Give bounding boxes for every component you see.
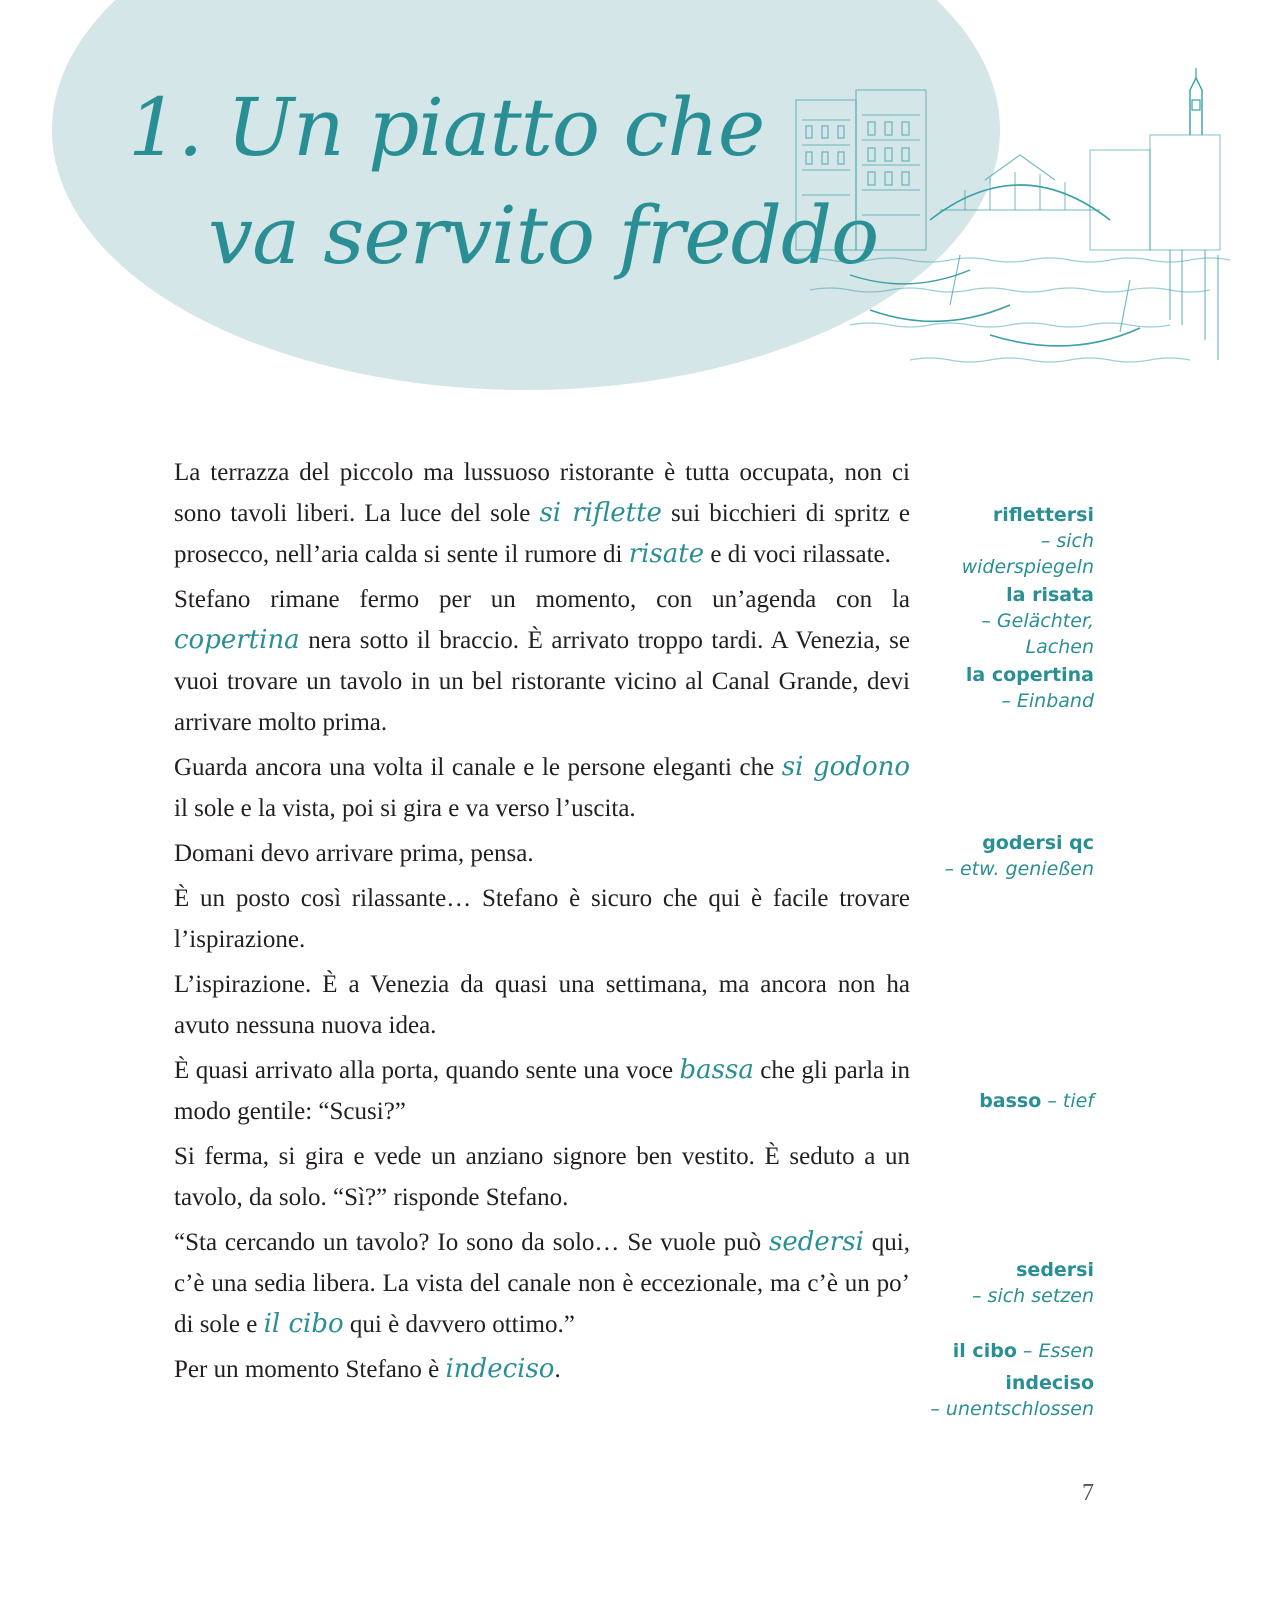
paragraph-3: Guarda ancora una volta il canale e le persone eleganti che si godono il sole e la vista, poi si gira e va verso l’uscita. [174, 752, 910, 822]
gloss-cibo: il cibo – Essen [952, 1340, 1094, 1362]
paragraph-4: Domani devo arrivare prima, pensa. [174, 840, 534, 867]
paragraph-9: “Sta cercando un tavolo? Io sono da solo… Se vuole può sedersi qui, c’è una sedia libera. La vista del canale non è eccezionale, ma c’è un po’ di sole e il cibo qui è davvero ottimo.” [174, 1227, 910, 1339]
venice-sketch-illustration [790, 60, 1230, 400]
paragraph-1: La terrazza del piccolo ma lussuoso ristorante è tutta occupata, non ci sono tavoli liberi. La luce del sole si riflette sui bicchieri di spritz e prosecco, nell’aria calda si sente il rumore di risate e di voci rilassate. [174, 459, 910, 569]
paragraph-6: L’ispirazione. È a Venezia da quasi una settimana, ma ancora non ha avuto nessuna nuova idea. [174, 971, 910, 1039]
vocab-highlight: bassa [679, 1055, 754, 1085]
vocab-highlight: si godono [781, 752, 910, 782]
chapter-title-line-1: 1. Un piatto che [128, 81, 765, 174]
paragraph-2: Stefano rimane fermo per un momento, con un’agenda con la copertina nera sotto il braccio. È arrivato troppo tardi. A Venezia, se vuoi trovare un tavolo in un bel ristorante vicino al Canal Grande, devi arrivare molto prima. [174, 586, 910, 736]
vocab-highlight: sedersi [769, 1227, 864, 1257]
chapter-title-line-2: va servito freddo [208, 189, 879, 282]
gloss-indeciso: indeciso – unentschlossen [930, 1372, 1094, 1420]
paragraph-7: È quasi arrivato alla porta, quando sente una voce bassa che gli parla in modo gentile: “Scusi?” [174, 1055, 910, 1125]
chapter-title [128, 74, 878, 290]
gloss-riflettersi: riflettersi – sich widerspiegeln [961, 504, 1094, 578]
vocab-highlight: indeciso [445, 1354, 555, 1384]
gloss-sedersi: sedersi – sich setzen [972, 1259, 1094, 1307]
paragraph-8: Si ferma, si gira e vede un anziano signore ben vestito. È seduto a un tavolo, da solo. “Sì?” risponde Stefano. [174, 1143, 910, 1211]
page-number: 7 [1082, 1480, 1094, 1506]
gloss-copertina: la copertina – Einband [965, 664, 1094, 712]
paragraph-10: Per un momento Stefano è indeciso. [174, 1354, 561, 1384]
vocab-highlight: si riflette [539, 498, 662, 528]
vocab-highlight: il cibo [263, 1309, 344, 1339]
gloss-godersi: godersi qc – etw. genießen [944, 832, 1094, 880]
story-text [174, 452, 910, 1394]
vocab-highlight: copertina [174, 625, 300, 655]
gloss-risata: la risata – Gelächter, Lachen [981, 584, 1094, 658]
vocab-highlight: risate [628, 539, 705, 569]
paragraph-5: È un posto così rilassante… Stefano è sicuro che qui è facile trovare l’ispirazione. [174, 885, 910, 953]
gloss-basso: basso – tief [979, 1090, 1094, 1112]
